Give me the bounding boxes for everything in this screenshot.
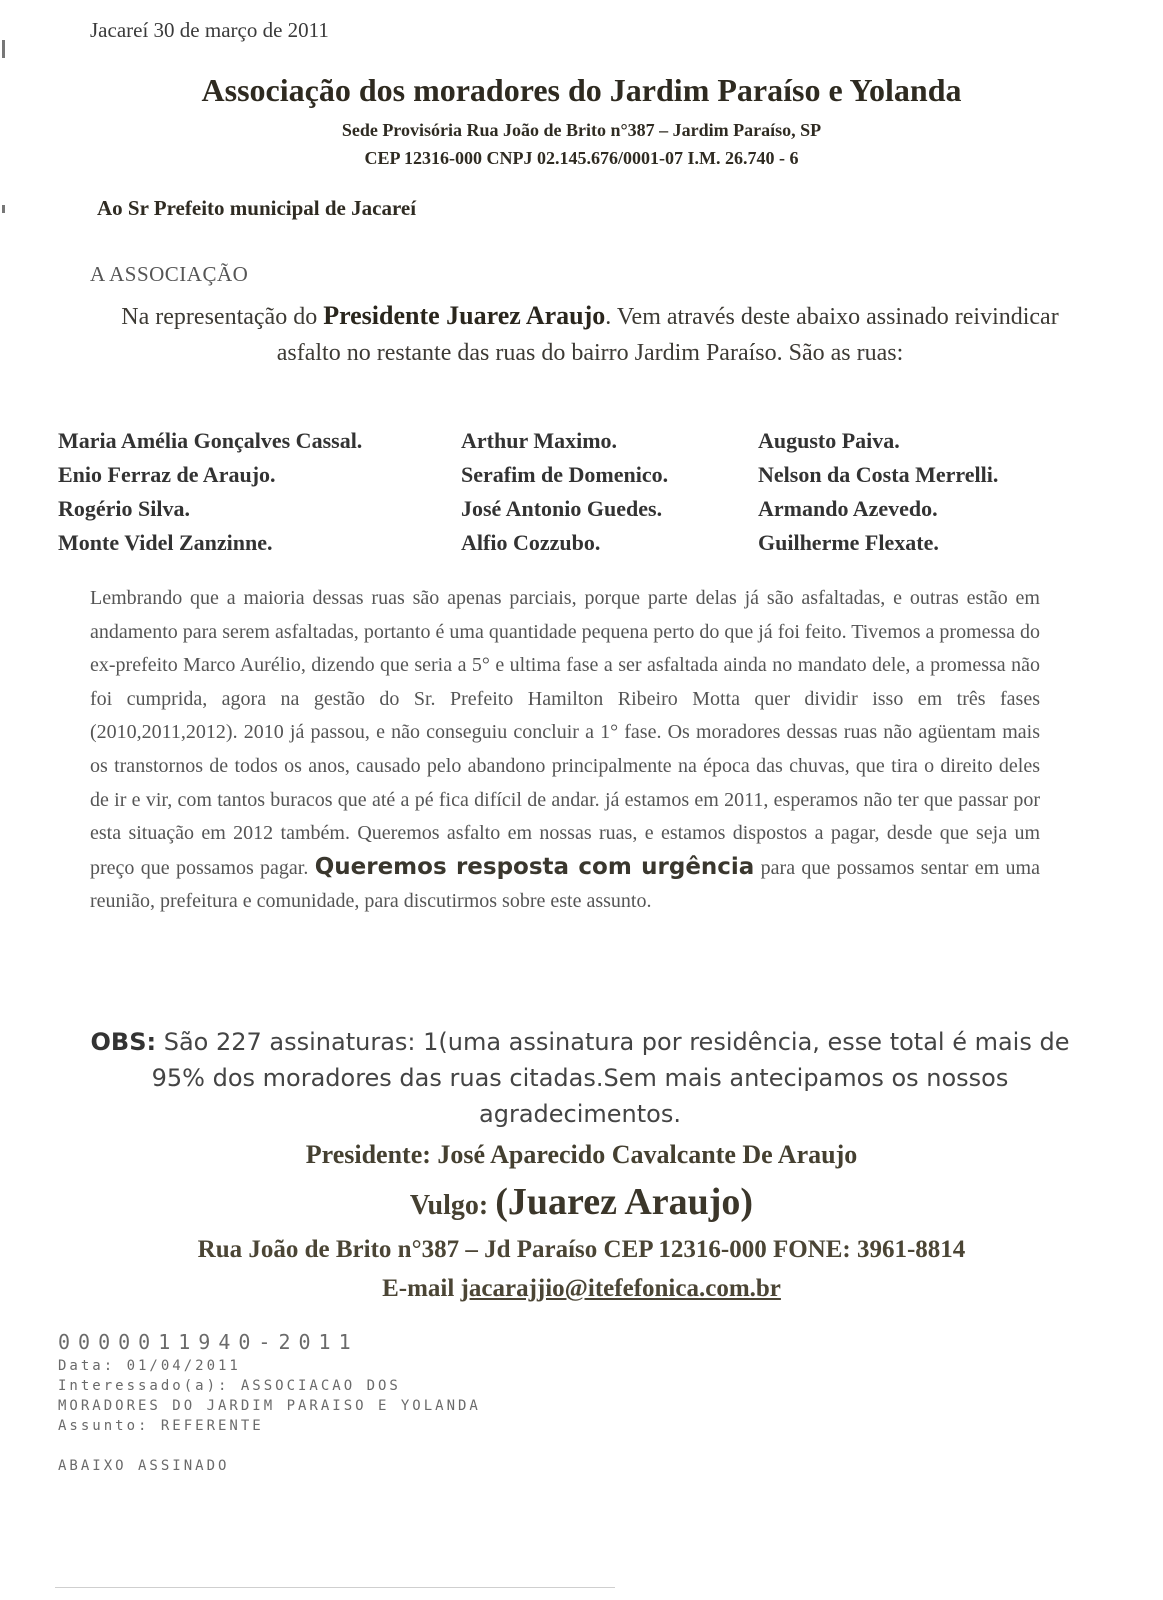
street-column-1 xyxy=(58,424,362,560)
street-item: Arthur Maximo. xyxy=(461,428,618,453)
obs-text: São 227 assinaturas: 1(uma assinatura por residência, esse total é mais de 95% dos moradores das ruas citadas.Sem mais antecipamos os nossos agradecimentos. xyxy=(151,1028,1070,1128)
protocol-subject-cont: ABAIXO ASSINADO xyxy=(58,1458,230,1474)
urgent-request: Queremos resposta com urgência xyxy=(314,853,755,880)
intro-president-name: Presidente Juarez Araujo xyxy=(323,301,606,330)
body-text: Lembrando que a maioria dessas ruas são apenas parciais, porque parte delas já são asfaltadas, e outras estão em andamento para serem asfaltadas, portanto é uma quantidade pequena perto do que já foi feito. Tivemos a promessa do ex-prefeito Marco Aurélio, dizendo que seria a 5° e ultima fase a ser asfaltada ainda no mandato dele, a promessa não foi cumprida, agora na gestão do Sr. Prefeito Hamilton Ribeiro Motta quer dividir isso em três fases (2010,2011,2012). 2010 já passou, e não conseguiu concluir a 1° fase. Os moradores dessas ruas não agüentam mais os transtornos de todos os anos, causado pelo abandono principalmente na época das chuvas, que tira o direito deles de ir e vir, com tantos buracos que até a pé fica difícil de andar. já estamos em 2011, esperamos não ter que passar por esta situação em 2012 também. Queremos asfalto em nossas ruas, e estamos dispostos a pagar, desde que seja um preço que possamos pagar. xyxy=(90,587,1040,879)
intro-paragraph xyxy=(90,298,1090,371)
intro-text-end: . Vem através deste abaixo assinado reivindicar asfalto no restante das ruas do bairro Jardim Paraíso. São as ruas: xyxy=(276,304,1059,366)
street-column-2 xyxy=(461,424,668,560)
street-item: Maria Amélia Gonçalves Cassal. xyxy=(58,428,363,453)
letter-date: Jacareí 30 de março de 2011 xyxy=(90,18,329,42)
street-item: Guilherme Flexate. xyxy=(758,530,939,555)
street-item: José Antonio Guedes. xyxy=(461,496,663,521)
email-label: E-mail xyxy=(382,1275,461,1302)
protocol-number: 0000011940-2011 xyxy=(58,1330,359,1354)
street-item: Alfio Cozzubo. xyxy=(461,530,601,555)
main-body-paragraph xyxy=(90,582,1040,919)
scan-edge-mark xyxy=(2,205,5,213)
association-heading: A ASSOCIAÇÃO xyxy=(90,262,249,286)
protocol-subject: Assunto: REFERENTE xyxy=(58,1418,264,1434)
street-item: Rogério Silva. xyxy=(58,496,190,521)
president-signature: Presidente: José Aparecido Cavalcante De Araujo xyxy=(305,1140,858,1169)
obs-label: OBS: xyxy=(90,1028,157,1056)
nickname-value: (Juarez Araujo) xyxy=(495,1181,754,1223)
protocol-stamp xyxy=(58,1330,481,1476)
protocol-interested: Interessado(a): ASSOCIACAO DOS xyxy=(58,1378,401,1394)
street-item: Serafim de Domenico. xyxy=(461,462,669,487)
street-column-3 xyxy=(758,424,998,560)
email-link[interactable]: jacarajjio@itefefonica.com.br xyxy=(460,1275,781,1302)
street-item: Monte Videl Zanzinne. xyxy=(58,530,273,555)
protocol-interested-cont: MORADORES DO JARDIM PARAISO E YOLANDA xyxy=(58,1398,481,1414)
page-bottom-line xyxy=(55,1587,615,1588)
organization-name: Associação dos moradores do Jardim Paraíso e Yolanda xyxy=(201,72,962,108)
organization-address: Sede Provisória Rua João de Brito n°387 – Jardim Paraíso, SP xyxy=(341,120,822,140)
body-text-tail: para que possamos sentar em uma reunião, prefeitura e comunidade, para discutirmos sobre este assunto. xyxy=(90,856,1040,913)
street-item: Enio Ferraz de Araujo. xyxy=(58,462,276,487)
protocol-date: Data: 01/04/2011 xyxy=(58,1358,241,1374)
street-item: Armando Azevedo. xyxy=(758,496,938,521)
intro-text-start: Na representação do xyxy=(121,304,324,330)
organization-registration: CEP 12316-000 CNPJ 02.145.676/0001-07 I.M. 26.740 - 6 xyxy=(364,148,799,168)
contact-address: Rua João de Brito n°387 – Jd Paraíso CEP 12316-000 FONE: 3961-8814 xyxy=(197,1236,966,1263)
nickname-line xyxy=(0,1180,1163,1224)
scan-edge-mark xyxy=(2,40,5,58)
nickname-label: Vulgo: xyxy=(409,1190,496,1221)
street-item: Augusto Paiva. xyxy=(758,428,900,453)
street-item: Nelson da Costa Merrelli. xyxy=(758,462,999,487)
email-line xyxy=(0,1275,1163,1303)
obs-paragraph xyxy=(80,1024,1080,1132)
recipient-line: Ao Sr Prefeito municipal de Jacareí xyxy=(97,196,417,220)
